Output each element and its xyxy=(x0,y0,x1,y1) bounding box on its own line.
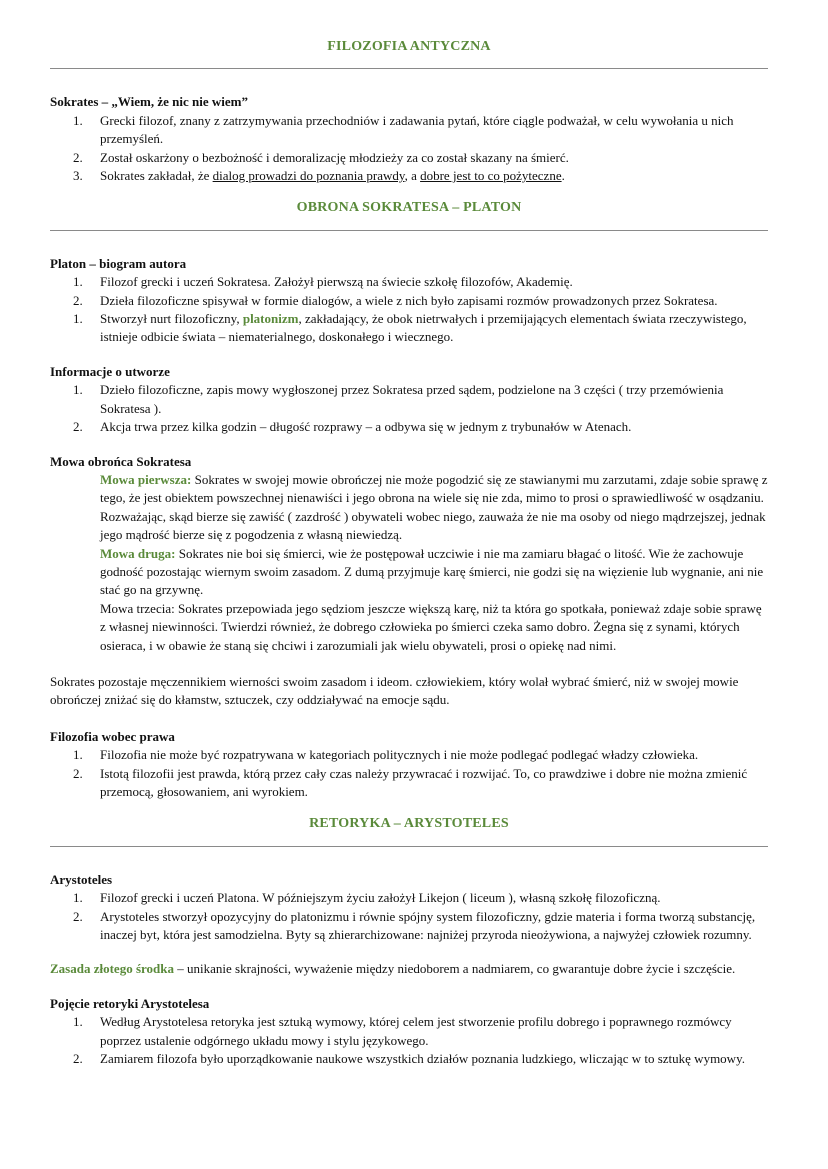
underlined-text: dobre jest to co pożyteczne xyxy=(420,168,562,184)
heading-sokrates: Sokrates – „Wiem, że nic nie wiem” xyxy=(50,94,248,110)
list-item: 1. Według Arystotelesa retoryka jest sztuką wymowy, której celem jest stworzenie profilu dobrego i poprawnego rozmówcy poprzez ustalenie odgórnego układu mowy i stylu językowego. xyxy=(73,1014,732,1048)
section-title-filozofia: FILOZOFIA ANTYCZNA xyxy=(327,39,491,54)
heading-prawo: Filozofia wobec prawa xyxy=(50,728,175,744)
paragraph-summary: Sokrates pozostaje męczennikiem wierności swoim zasadom i ideom. człowiekiem, który wolał wybrać śmierć, niż w swojej mowie obrończej zniżać się do kłamstw, sztuczek, czy oddziaływać na emocje sądu. xyxy=(50,673,739,708)
list-item: 2. Istotą filozofii jest prawda, którą przez cały czas należy przywracać i rozwijać. To, co prawdziwe i dobre nie można zmienić przemocą, głosowaniem, ani wyrokiem. xyxy=(73,765,748,799)
list-sokrates xyxy=(50,112,768,186)
highlight-term: Mowa pierwsza: xyxy=(100,471,192,487)
paragraph-mowa-pierwsza: Mowa pierwsza: Sokrates w swojej mowie obrończej nie może pogodzić się ze stawianymi mu zarzutami, zdaje sobie sprawę z tego, że jest obiektem powszechnej nienawiści i jego obrona na wiele się nie zda, mimo to prosi o sprawiedliwość w osądzaniu. Rozważając, skąd bierze się zawiść ( zazdrość ) obywateli wobec niego, zauważa że nie ma osoby od niego mądrzejszej, jednak jego mądrość bierze się z pogodzenia z własną niewiedzą. xyxy=(100,471,768,543)
paragraph-zloty-srodek: Zasada złotego środka – unikanie skrajności, wyważenie między niedoborem a nadmiarem, co gwarantuje dobre życie i szczęście. xyxy=(50,961,736,977)
heading-arystoteles: Arystoteles xyxy=(50,871,113,887)
list-item: 2. Dzieła filozoficzne spisywał w formie dialogów, a wiele z nich było zapisami rozmów prowadzonych przez Sokratesa. xyxy=(73,292,718,308)
highlight-term: Mowa druga: xyxy=(100,545,176,561)
paragraph-mowa-druga: Mowa druga: Sokrates nie boi się śmierci, wie że postępował uczciwie i nie ma zamiaru błagać o litość. Wie że zachowuje godność pozostając wiernym swoim zasadom. Z dumą przyjmuje karę śmierci, nie godzi się na więzienie lub wygnanie, ani nie stać go na grzywnę. xyxy=(100,545,764,598)
list-platon xyxy=(50,273,768,347)
paragraph-mowa-trzecia: Mowa trzecia: Sokrates przepowiada jego sędziom jeszcze większą karę, niż ta która go spotkała, ponieważ zdaje sobie sprawę z własnej niewinności. Twierdzi również, że dobrego człowieka po śmierci czeka samo dobro. Żegna się z synami, których osieraca, i w obawie że staną się chciwi i zarozumiali jak wielu obywateli, prosi o opiekę nad nimi. xyxy=(100,600,762,653)
list-item: 2. Zamiarem filozofa było uporządkowanie naukowe wszystkich działów poznania ludzkiego, wliczając w to sztukę wymowy. xyxy=(73,1051,745,1067)
list-item: 1. Stworzył nurt filozoficzny, platonizm, zakładający, że obok nietrwałych i przemijających elementach świata rzeczywistego, istnieje odbicie świata – niematerialnego, doskonałego i wiecznego. xyxy=(73,311,747,345)
list-item: 1. Filozof grecki i uczeń Sokratesa. Założył pierwszą na świecie szkołę filozofów, Akademię. xyxy=(73,274,573,290)
list-item: 1. Dzieło filozoficzne, zapis mowy wygłoszonej przez Sokratesa przed sądem, podzielone na 3 części ( trzy przemówienia Sokratesa ). xyxy=(73,382,724,416)
list-retoryka xyxy=(50,1013,768,1068)
list-item: 2. Akcja trwa przez kilka godzin – długość rozprawy – a odbywa się w jednym z trybunałów w Atenach. xyxy=(73,419,632,435)
divider xyxy=(50,230,768,231)
list-item: 1. Filozofia nie może być rozpatrywana w kategoriach politycznych i nie może podlegać podlegać władzy człowieka. xyxy=(73,747,699,763)
heading-retoryka: Pojęcie retoryki Arystotelesa xyxy=(50,995,210,1011)
document-page xyxy=(50,38,768,1068)
heading-informacje: Informacje o utworze xyxy=(50,363,170,379)
section-title-retoryka: RETORYKA – ARYSTOTELES xyxy=(309,816,509,832)
heading-mowa: Mowa obrońca Sokratesa xyxy=(50,453,192,469)
divider xyxy=(50,846,768,847)
list-informacje xyxy=(50,381,768,436)
list-prawo xyxy=(50,746,768,801)
underlined-text: dialog prowadzi do poznania prawdy xyxy=(212,168,405,184)
divider xyxy=(50,68,768,69)
heading-platon: Platon – biogram autora xyxy=(50,255,187,271)
list-item: 2. Arystoteles stworzył opozycyjny do platonizmu i równie spójny system filozoficzny, gdzie materia i forma tworzą substancję, inaczej byt, która jest samodzielna. Byty są zhierarchizowane: najniżej przyroda nieożywiona, a najwyżej człowiek rozumny. xyxy=(73,908,756,943)
list-arystoteles xyxy=(50,889,768,944)
list-item: 1. Filozof grecki i uczeń Platona. W późniejszym życiu założył Likejon ( liceum ), własną szkołę filozoficzną. xyxy=(73,890,661,906)
list-item: 3. Sokrates zakładał, że dialog prowadzi do poznania prawdy, a dobre jest to co pożyteczne. xyxy=(73,168,565,184)
highlight-term: platonizm xyxy=(242,311,299,327)
highlight-term: Zasada złotego środka xyxy=(50,961,174,977)
list-item: 2. Został oskarżony o bezbożność i demoralizację młodzieży za co został skazany na śmierć. xyxy=(73,149,569,165)
section-title-obrona: OBRONA SOKRATESA – PLATON xyxy=(296,200,522,216)
list-item: 1. Grecki filozof, znany z zatrzymywania przechodniów i zadawania pytań, które ciągle podważał, w celu wywołania u nich przemyśleń. xyxy=(73,112,734,147)
